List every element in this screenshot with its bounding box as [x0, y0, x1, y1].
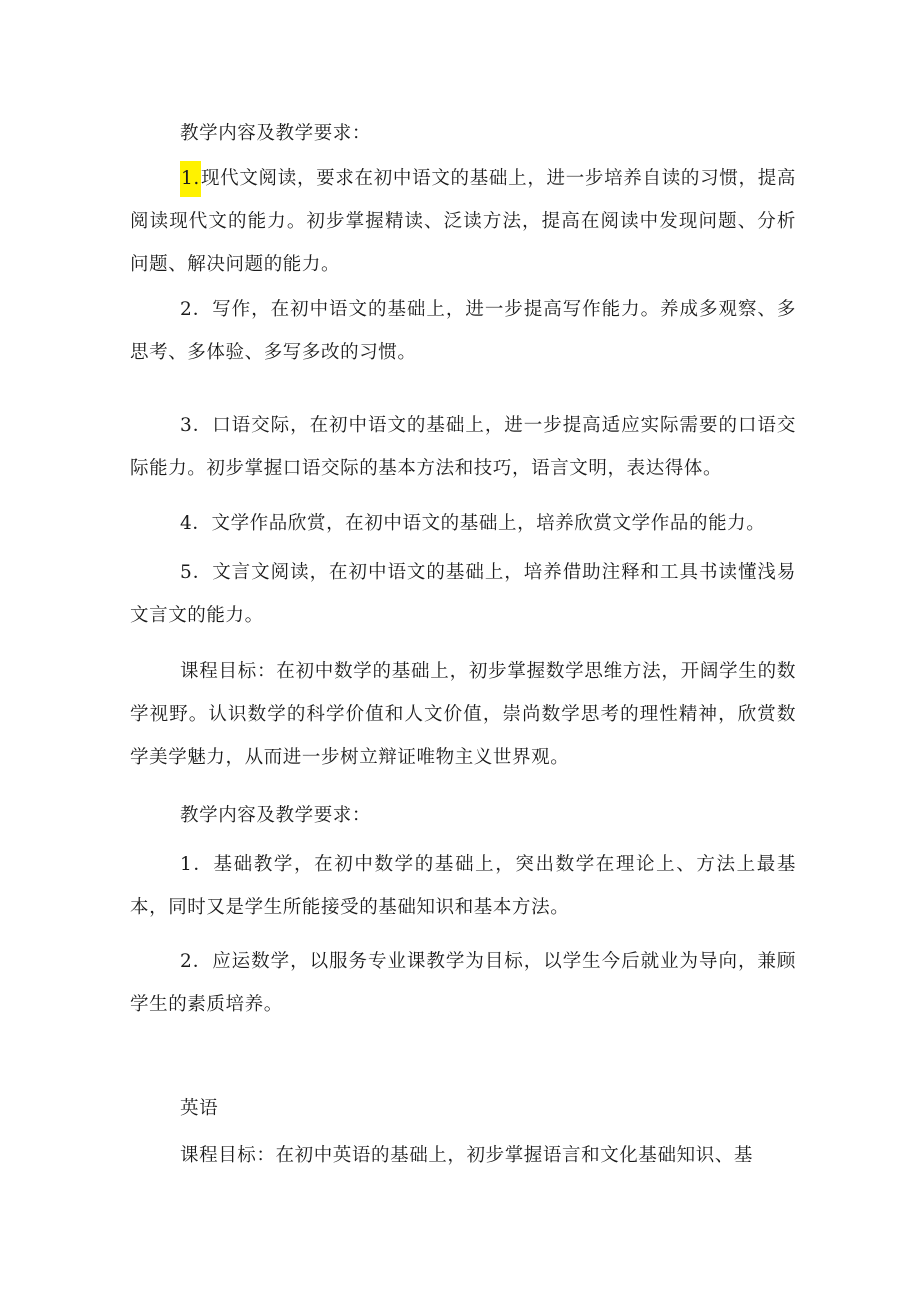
paragraph-item-3: 3．口语交际，在初中语文的基础上，进一步提高适应实际需要的口语交际能力。初步掌握口语交际的基本方法和技巧，语言文明，表达得体。 — [130, 415, 796, 479]
heading-teaching-content-2: 教学内容及教学要求： — [180, 805, 372, 826]
paragraph-item-4: 4．文学作品欣赏，在初中语文的基础上，培养欣赏文学作品的能力。 — [180, 513, 766, 534]
paragraph-math-goal: 课程目标：在初中数学的基础上，初步掌握数学思维方法，开阔学生的数学视野。认识数学的科学价值和人文价值，崇尚数学思考的理性精神，欣赏数学美学魅力，从而进一步树立辩证唯物主义世界观。 — [130, 661, 796, 768]
paragraph-item-2: 2．写作，在初中语文的基础上，进一步提高写作能力。养成多观察、多思考、多体验、多写多改的习惯。 — [130, 299, 796, 363]
paragraph-math-item-2: 2．应运数学，以服务专业课教学为目标，以学生今后就业为导向，兼顾学生的素质培养。 — [130, 951, 796, 1015]
heading-english: 英语 — [180, 1098, 219, 1119]
heading-teaching-content: 教学内容及教学要求： — [180, 123, 372, 144]
paragraph-item-1 — [130, 157, 796, 286]
item-1-text: 现代文阅读，要求在初中语文的基础上，进一步培养自读的习惯，提高阅读现代文的能力。初步掌握精读、泛读方法，提高在阅读中发现问题、分析问题、解决问题的能力。 — [130, 168, 796, 275]
paragraph-math-item-1: 1．基础教学，在初中数学的基础上，突出数学在理论上、方法上最基本，同时又是学生所能接受的基础知识和基本方法。 — [130, 854, 796, 918]
highlighted-number: 1. — [180, 161, 201, 197]
paragraph-item-5: 5．文言文阅读，在初中语文的基础上，培养借助注释和工具书读懂浅易文言文的能力。 — [130, 562, 796, 626]
paragraph-english-goal: 课程目标：在初中英语的基础上，初步掌握语言和文化基础知识、基 — [180, 1145, 754, 1166]
